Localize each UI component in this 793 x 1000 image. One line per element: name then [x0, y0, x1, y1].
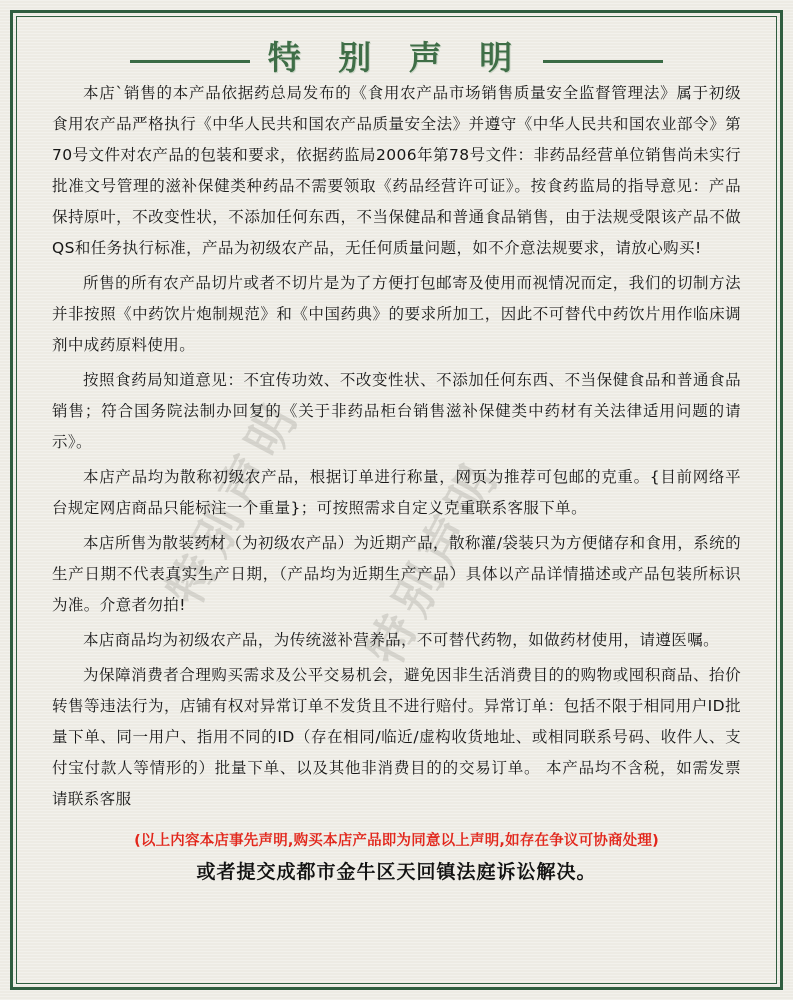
paragraph-7: 为保障消费者合理购买需求及公平交易机会，避免因非生活消费目的的购物或囤积商品、抬价转售等违法行为，店铺有权对异常订单不发货且不进行赔付。异常订单：包括不限于相同用户ID批量下单、同一用户、指用不同的ID（存在相同/临近/虚构收货地址、或相同联系号码、收件人、支付宝付款人等情形的）批量下单、以及其他非消费目的的交易订单。 本产品均不含税，如需发票请联系客服 [52, 666, 741, 808]
paragraph-6: 本店商品均为初级农产品，为传统滋补营养品，不可替代药物，如做药材使用，请遵医嘱。 [83, 631, 720, 649]
title-rule-left [130, 60, 250, 63]
paragraph-5: 本店所售为散装药材（为初级农产品）为近期产品，散称灌/袋装只为方便储存和食用，系统的生产日期不代表真实生产日期，（产品均为近期生产产品）具体以产品详情描述或产品包装所标识为准。介意者勿拍! [52, 534, 741, 614]
paragraph-2: 所售的所有农产品切片或者不切片是为了方便打包邮寄及使用而视情况而定，我们的切制方法并非按照《中药饮片炮制规范》和《中国药典》的要求所加工，因此不可替代中药饮片用作临床调剂中成药原料使用。 [52, 274, 741, 354]
paragraph-3: 按照食药局知道意见：不宜传功效、不改变性状、不添加任何东西、不当保健食品和普通食品销售；符合国务院法制办回复的《关于非药品柜台销售滋补保健类中药材有关法律适用问题的请示》。 [52, 371, 741, 451]
page-title: 特 别 声 明 [267, 38, 526, 77]
declaration-body [0, 68, 793, 887]
watermark-text-2: 特别声明 [356, 450, 512, 675]
jurisdiction-line: 或者提交成都市金牛区天回镇法庭诉讼解决。 [196, 861, 597, 883]
paragraph-4: 本店产品均为散称初级农产品，根据订单进行称量，网页为推荐可包邮的克重。{目前网络平台规定网店商品只能标注一个重量}；可按照需求自定义克重联系客服下单。 [52, 468, 741, 517]
paragraph-1: 本店`销售的本产品依据药总局发布的《食用农产品市场销售质量安全监督管理法》属于初级食用农产品严格执行《中华人民共和国农产品质量安全法》并遵守《中华人民共和国农业部令》第70号文件对农产品的包装和要求，依据药监局2006年第78号文件：非药品经营单位销售尚未实行批准文号管理的滋补保健类种药品不需要领取《药品经营许可证》。按食药监局的指导意见：产品保持原叶，不改变性状，不添加任何东西，不当保健品和普通食品销售，由于法规受限该产品不做QS和任务执行标准，产品为初级农产品，无任何质量问题，如不介意法规要求，请放心购买! [52, 84, 741, 257]
red-disclaimer-note: (以上内容本店事先声明,购买本店产品即为同意以上声明,如存在争议可协商处理) [134, 833, 659, 849]
watermark-text-1: 特别声明 [156, 390, 312, 615]
title-rule-right [543, 60, 663, 63]
title-block [0, 0, 793, 77]
